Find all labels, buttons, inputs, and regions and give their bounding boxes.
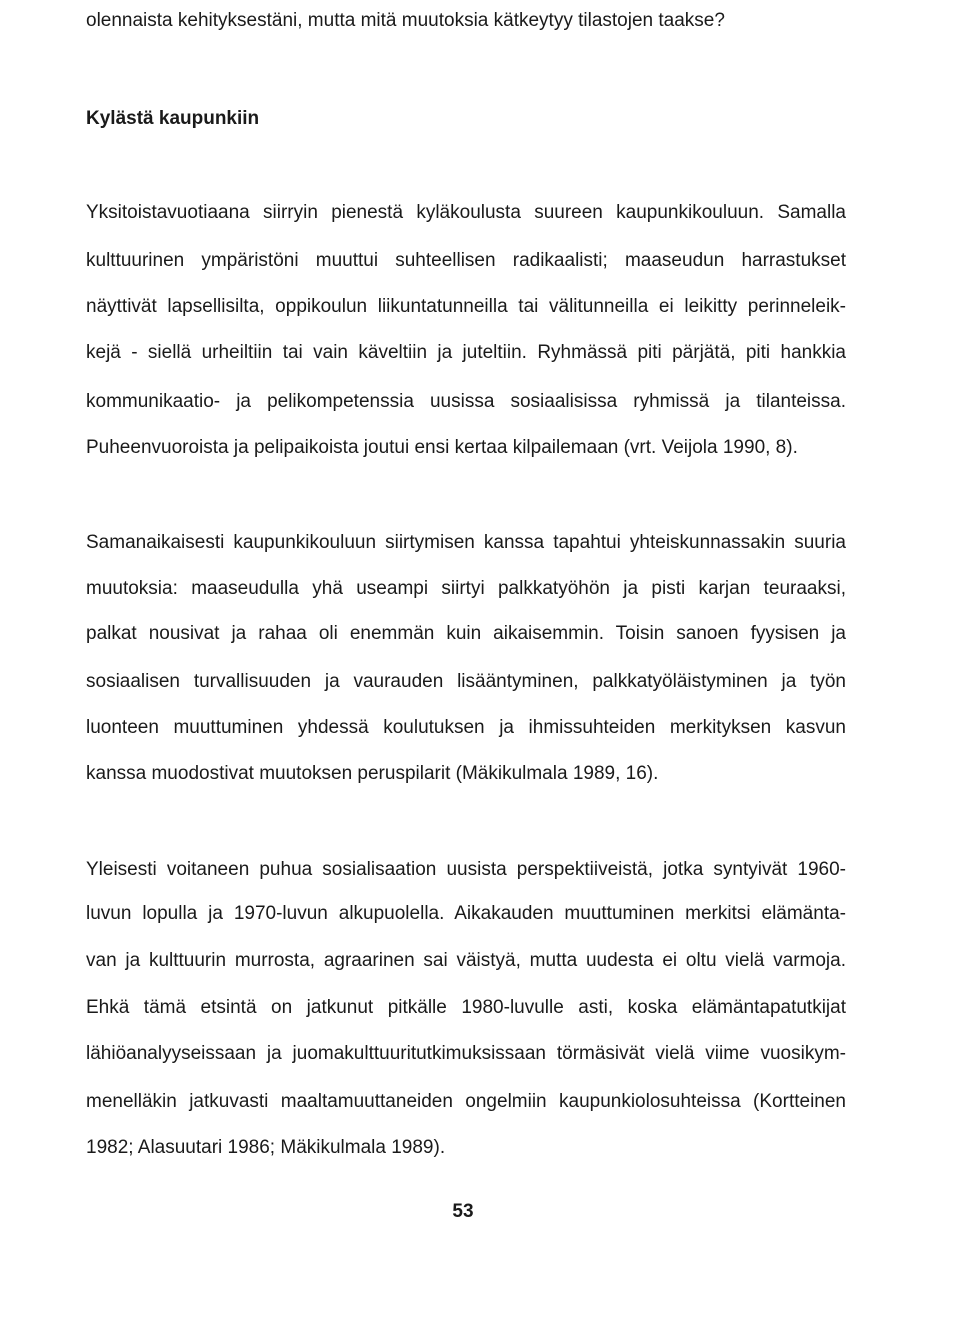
page-number: 53 [452,1201,474,1222]
paragraph-line: Yksitoistavuotiaana siirryin pienestä kyläkoulusta suureen kaupunkikouluun. Samalla [86,202,846,223]
paragraph-line: menelläkin jatkuvasti maaltamuuttaneiden ongelmiin kaupunkiolosuhteissa (Kortteinen [86,1091,846,1112]
paragraph-line: Puheenvuoroista ja pelipaikoista joutui ensi kertaa kilpailemaan (vrt. Veijola 1990, 8). [86,437,798,458]
paragraph-line: sosiaalisen turvallisuuden ja vaurauden lisääntyminen, palkkatyöläistyminen ja työn [86,671,846,692]
paragraph-line: kommunikaatio- ja pelikompetenssia uusissa sosiaalisissa ryhmissä ja tilanteissa. [86,391,846,412]
paragraph-line: Samanaikaisesti kaupunkikouluun siirtymisen kanssa tapahtui yhteiskunnassakin suuria [86,532,846,553]
paragraph-line: kanssa muodostivat muutoksen peruspilarit (Mäkikulmala 1989, 16). [86,763,659,784]
paragraph-line: palkat nousivat ja rahaa oli enemmän kuin aikaisemmin. Toisin sanoen fyysisen ja [86,623,846,644]
paragraph-line: kulttuurinen ympäristöni muuttui suhteellisen radikaalisti; maaseudun harrastukset [86,250,846,271]
paragraph-line: lähiöanalyyseissaan ja juomakulttuuritutkimuksissaan törmäsivät vielä viime vuosikym- [86,1043,846,1064]
paragraph-line: 1982; Alasuutari 1986; Mäkikulmala 1989). [86,1137,446,1158]
paragraph-line: Ehkä tämä etsintä on jatkunut pitkälle 1980-luvulle asti, koska elämäntapatutkijat [86,997,846,1018]
section-heading: Kylästä kaupunkiin [86,108,260,129]
paragraph-line: muutoksia: maaseudulla yhä useampi siirtyi palkkatyöhön ja pisti karjan teuraaksi, [86,578,846,599]
paragraph-line: kejä - siellä urheiltiin tai vain käveltiin ja juteltiin. Ryhmässä piti pärjätä, piti hankkia [86,342,846,363]
paragraph-line: Yleisesti voitaneen puhua sosialisaation uusista perspektiiveistä, jotka syntyivät 1960- [86,859,846,880]
intro-line: olennaista kehityksestäni, mutta mitä muutoksia kätkeytyy tilastojen taakse? [86,10,725,31]
paragraph-line: luvun lopulla ja 1970-luvun alkupuolella. Aikakauden muuttuminen merkitsi elämänta- [86,903,846,924]
paragraph-line: näyttivät lapsellisilta, oppikoulun liikuntatunneilla tai välitunneilla ei leikitty perinneleik- [86,296,846,317]
paragraph-line: van ja kulttuurin murrosta, agraarinen sai väistyä, mutta uudesta ei oltu vielä varmoja. [86,950,846,971]
paragraph-line: luonteen muuttuminen yhdessä koulutuksen ja ihmissuhteiden merkityksen kasvun [86,717,846,738]
